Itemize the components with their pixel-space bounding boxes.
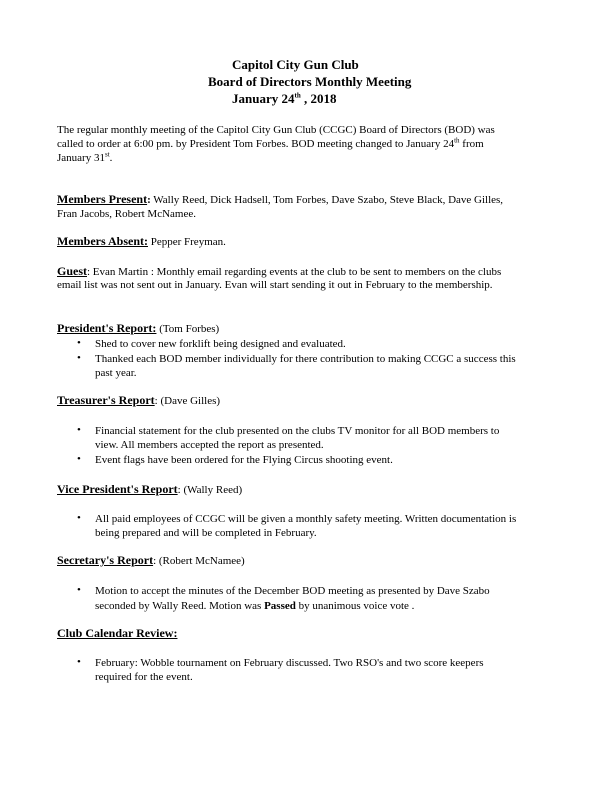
treasurers-report-heading: Treasurer's Report: (Dave Gilles): [57, 393, 221, 407]
presidents-bullet-1: Shed to cover new forklift being designed and evaluated.: [95, 338, 346, 350]
bullet: •: [77, 337, 81, 349]
secretarys-bullet-1: Motion to accept the minutes of the December BOD meeting as presented by Dave Szabo: [95, 585, 490, 597]
vice-presidents-bullet-1: All paid employees of CCGC will be given a monthly safety meeting. Written documentation is: [95, 513, 517, 525]
bullet: •: [77, 512, 81, 524]
secretarys-report-heading: Secretary's Report: (Robert McNamee): [57, 553, 245, 567]
treasurers-bullet-2: Event flags have been ordered for the Flying Circus shooting event.: [95, 454, 393, 466]
intro-line-2: called to order at 6:00 pm. by President Tom Forbes. BOD meeting changed to January 24th from: [57, 136, 484, 150]
presidents-report-heading: President's Report: (Tom Forbes): [57, 321, 220, 335]
meeting-title: Board of Directors Monthly Meeting: [208, 74, 412, 89]
guest-line-1: Guest: Evan Martin : Monthly email regarding events at the club to be sent to members on the clubs: [57, 264, 502, 278]
intro-line-3: January 31st.: [57, 150, 113, 164]
presidents-bullet-2-line-2: past year.: [95, 367, 137, 379]
secretarys-bullet-1-line-2: seconded by Wally Reed. Motion was Passed by unanimous voice vote .: [95, 600, 415, 612]
club-calendar-bullet-1-line-2: required for the event.: [95, 671, 193, 683]
bullet: •: [77, 453, 81, 465]
bullet: •: [77, 424, 81, 436]
meeting-date: January 24th , 2018: [232, 91, 337, 106]
bullet: •: [77, 584, 81, 596]
bullet: •: [77, 352, 81, 364]
intro-line-1: The regular monthly meeting of the Capitol City Gun Club (CCGC) Board of Directors (BOD) was: [57, 124, 495, 136]
vice-presidents-report-heading: Vice President's Report: (Wally Reed): [57, 482, 243, 496]
guest-line-2: email list was not sent out in January. Evan will start sending it out in February to the membership.: [57, 279, 493, 291]
bullet: •: [77, 656, 81, 668]
members-present: Members Present: Wally Reed, Dick Hadsell, Tom Forbes, Dave Szabo, Steve Black, Dave Gilles,: [57, 192, 504, 206]
presidents-bullet-2: Thanked each BOD member individually for there contribution to making CCGC a success this: [95, 353, 516, 365]
treasurers-bullet-1-line-2: view. All members accepted the report as presented.: [95, 439, 324, 451]
vice-presidents-bullet-1-line-2: being prepared and will be completed in February.: [95, 527, 317, 539]
club-title: Capitol City Gun Club: [232, 57, 359, 72]
members-absent: Members Absent: Pepper Freyman.: [57, 234, 226, 248]
club-calendar-bullet-1: February: Wobble tournament on February discussed. Two RSO's and two score keepers: [95, 657, 484, 669]
club-calendar-heading: Club Calendar Review:: [57, 626, 178, 640]
members-present-line-2: Fran Jacobs, Robert McNamee.: [57, 208, 196, 220]
treasurers-bullet-1: Financial statement for the club presented on the clubs TV monitor for all BOD members to: [95, 425, 500, 437]
